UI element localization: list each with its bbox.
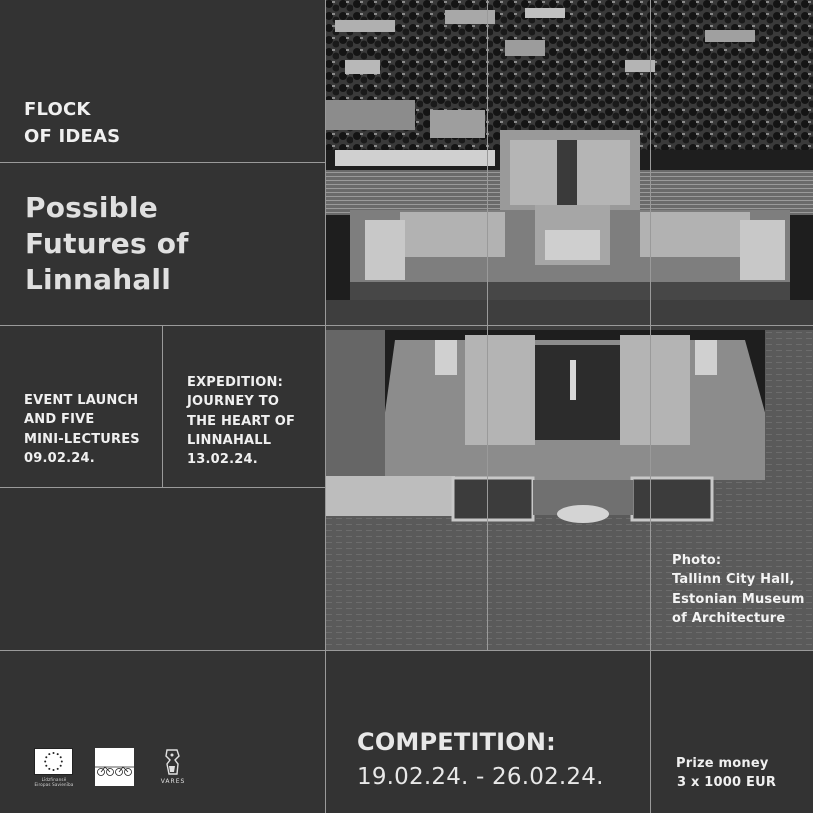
eu-caption: Līdzfinansē Eiropas Savienība (34, 777, 74, 787)
grid-line (0, 650, 813, 651)
grid-line (325, 0, 326, 813)
prize-info (676, 754, 796, 792)
grid-line (0, 487, 325, 488)
grid-line (0, 325, 813, 326)
prize-amount: 3 x 1000 EUR (677, 775, 777, 790)
eu-flag-icon (34, 748, 73, 775)
series-label: FLOCK OF IDEAS (24, 99, 121, 147)
bicycles-icon (95, 748, 134, 786)
competition-label: COMPETITION: (357, 728, 556, 756)
prize-label: Prize money (676, 756, 769, 771)
competition-dates: 19.02.24. - 26.02.24. (357, 764, 604, 790)
grid-line (487, 0, 488, 650)
vares-wordmark: VARES (160, 778, 186, 785)
grid-line (650, 0, 651, 813)
grid-line (0, 162, 325, 163)
expedition-text: EXPEDITION: JOURNEY TO THE HEART OF LINNAHALL 13.02.24. (187, 375, 296, 468)
vares-logo (155, 748, 191, 786)
page-title: Possible Futures of Linnahall (25, 191, 189, 296)
event-launch-text: EVENT LAUNCH AND FIVE MINI-LECTURES 09.02.24. (24, 393, 140, 466)
grid-line (162, 325, 163, 487)
crow-icon (155, 748, 191, 778)
photo-credit: Photo: Tallinn City Hall, Estonian Museum of Architecture (672, 553, 805, 626)
